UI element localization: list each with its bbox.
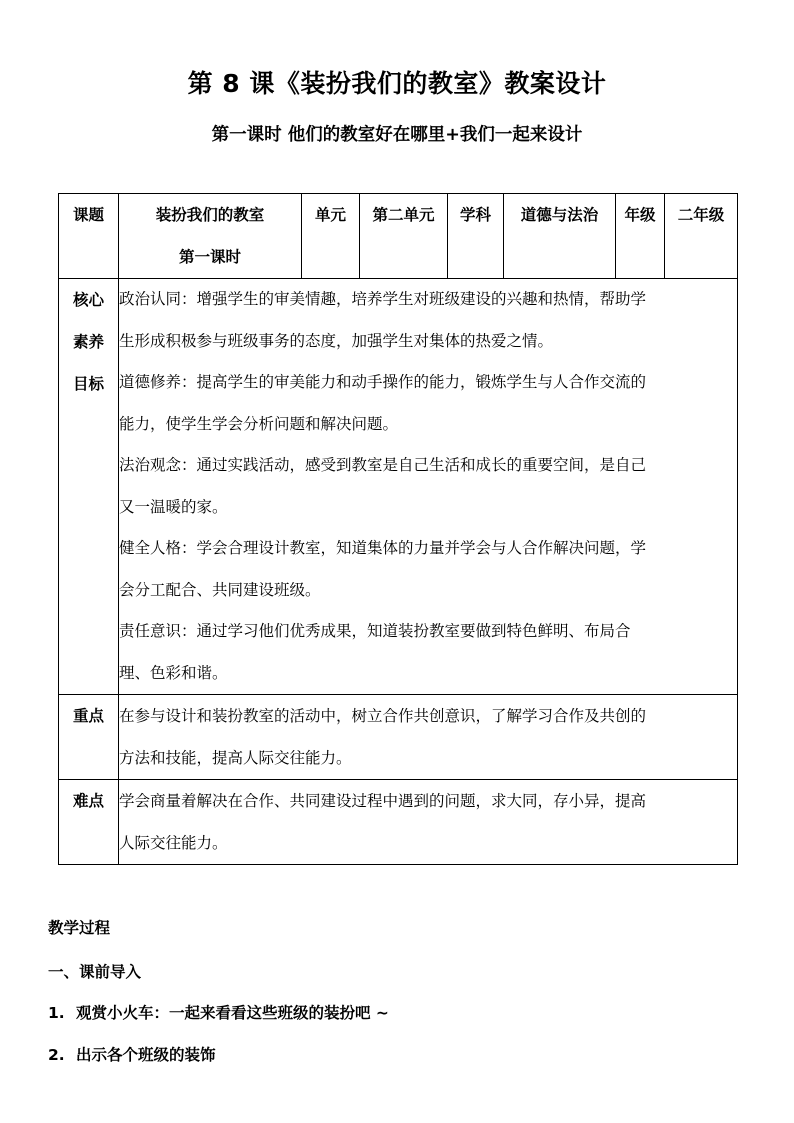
core-text-line: 法治观念：通过实践活动，感受到教室是自己生活和成长的重要空间，是自己 (119, 456, 647, 474)
list-item-number: 1. (48, 1004, 65, 1022)
info-row (59, 194, 738, 279)
document-subtitle: 第一课时 他们的教室好在哪里+我们一起来设计 (211, 125, 583, 145)
core-literacy-row (59, 279, 738, 695)
lesson-plan-table (58, 193, 738, 865)
core-text-line: 能力，使学生学会分析问题和解决问题。 (119, 414, 399, 433)
topic-value (119, 194, 302, 279)
core-text-line: 又一温暖的家。 (119, 497, 228, 516)
key-point-content (119, 695, 738, 780)
core-label-line: 核心 (72, 291, 104, 309)
key-point-row (59, 695, 738, 780)
list-item (48, 1043, 216, 1065)
core-text-line: 理、色彩和谐。 (119, 663, 228, 682)
difficulty-line: 人际交往能力。 (119, 834, 228, 852)
difficulty-line: 学会商量着解决在合作、共同建设过程中遇到的问题，求大同，存小异，提高 (119, 792, 647, 810)
key-point-line: 在参与设计和装扮教室的活动中，树立合作共创意识，了解学习合作及共创的 (119, 707, 647, 725)
topic-label: 课题 (59, 194, 119, 279)
core-text-line: 责任意识：通过学习他们优秀成果，知道装扮教室要做到特色鲜明、布局合 (119, 622, 631, 640)
key-point-line: 方法和技能，提高人际交往能力。 (119, 749, 352, 767)
core-text-line: 道德修养：提高学生的审美能力和动手操作的能力，锻炼学生与人合作交流的 (119, 373, 647, 391)
difficulty-row (59, 780, 738, 865)
list-item (48, 1001, 389, 1023)
process-heading: 教学过程 (48, 919, 111, 937)
key-point-label: 重点 (59, 695, 119, 780)
core-text-line: 政治认同：增强学生的审美情趣，培养学生对班级建设的兴趣和热情，帮助学 (119, 290, 647, 308)
core-literacy-content (119, 279, 738, 695)
core-label-line: 素养 (72, 333, 104, 351)
list-item-text: 出示各个班级的装饰 (76, 1046, 216, 1064)
unit-label: 单元 (302, 194, 360, 279)
subject-label: 学科 (448, 194, 504, 279)
section-heading: 一、课前导入 (48, 963, 142, 981)
core-literacy-label (59, 279, 119, 695)
core-text-line: 会分工配合、共同建设班级。 (119, 580, 321, 599)
topic-title: 装扮我们的教室 (155, 206, 265, 224)
grade-label: 年级 (616, 194, 665, 279)
topic-period: 第一课时 (178, 248, 241, 266)
core-text-line: 生形成积极参与班级事务的态度，加强学生对集体的热爱之情。 (119, 331, 554, 350)
document-title: 第 8 课《装扮我们的教室》教案设计 (187, 69, 607, 98)
core-text-line: 健全人格：学会合理设计教室，知道集体的力量并学会与人合作解决问题，学 (119, 539, 647, 557)
core-label-line: 目标 (72, 375, 104, 393)
difficulty-label: 难点 (59, 780, 119, 865)
difficulty-content (119, 780, 738, 865)
list-item-number: 2. (48, 1046, 65, 1064)
subject-value: 道德与法治 (504, 194, 616, 279)
list-item-text: 观赏小火车：一起来看看这些班级的装扮吧 ~ (76, 1004, 389, 1022)
unit-value: 第二单元 (360, 194, 448, 279)
grade-value: 二年级 (665, 194, 738, 279)
